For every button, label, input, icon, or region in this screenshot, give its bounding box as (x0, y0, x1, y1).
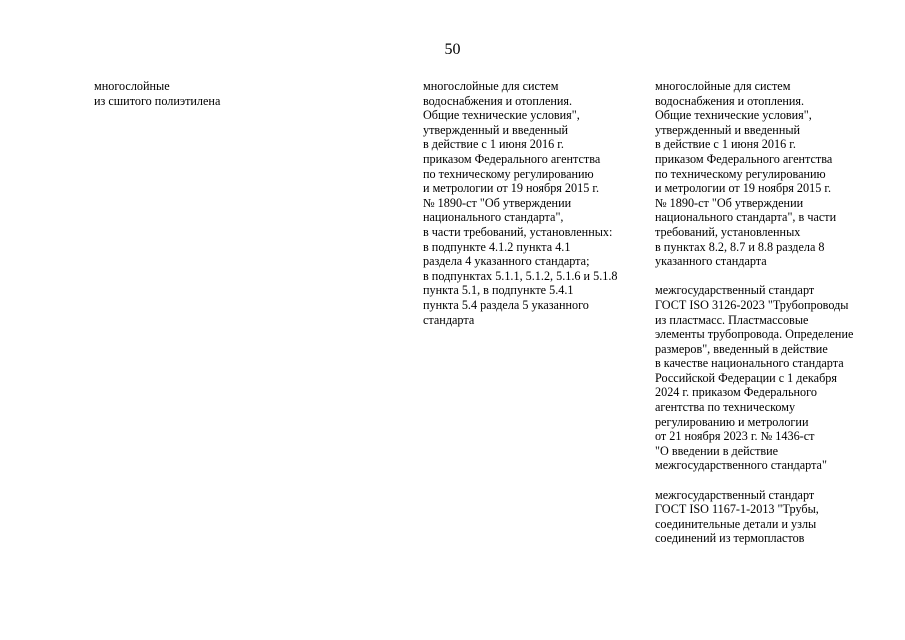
text-line: национального стандарта", (423, 210, 564, 225)
text-line: многослойные для систем (655, 79, 791, 93)
text-line: межгосударственного стандарта" (655, 458, 827, 473)
text-line: указанного стандарта (655, 254, 767, 269)
text-line: национального стандарта", в части (655, 210, 837, 225)
text-line: многослойные (94, 79, 170, 93)
paragraph-gap (655, 269, 880, 284)
paragraph (655, 79, 880, 269)
text-line: регулированию и метрологии (655, 414, 809, 429)
text-line: агентства по техническому (655, 400, 796, 415)
text-line: утвержденный и введенный (423, 122, 569, 137)
text-line: раздела 4 указанного стандарта; (423, 254, 590, 269)
text-line: в подпунктах 5.1.1, 5.1.2, 5.1.6 и 5.1.8 (423, 268, 618, 283)
paragraph (423, 79, 648, 327)
text-line: ГОСТ ISO 1167-1-2013 "Трубы, (655, 502, 819, 517)
text-line: пункта 5.1, в подпункте 5.4.1 (423, 283, 574, 298)
text-line: 2024 г. приказом Федерального (655, 385, 817, 400)
text-line: Общие технические условия", (423, 108, 580, 123)
page-number: 50 (444, 41, 461, 58)
text-line: соединительные детали и узлы (655, 516, 817, 531)
column-product-name (94, 79, 264, 108)
text-line: приказом Федерального агентства (655, 151, 833, 166)
text-line: в действие с 1 июня 2016 г. (423, 137, 564, 152)
text-line: из сшитого полиэтилена (94, 93, 221, 108)
text-line: многослойные для систем (423, 79, 559, 93)
text-line: в действие с 1 июня 2016 г. (655, 137, 796, 152)
column-standard-reference (423, 79, 648, 327)
text-line: в пунктах 8.2, 8.7 и 8.8 раздела 8 (655, 239, 825, 254)
column-standard-reference-extended (655, 79, 880, 546)
text-line: "О введении в действие (655, 443, 779, 458)
text-line: из пластмасс. Пластмассовые (655, 312, 809, 327)
text-line: приказом Федерального агентства (423, 151, 601, 166)
text-line: по техническому регулированию (423, 166, 594, 181)
text-line: требований, установленных (655, 224, 801, 239)
paragraph (655, 488, 880, 546)
text-line: № 1890-ст "Об утверждении (423, 195, 572, 210)
text-line: размеров", введенный в действие (655, 341, 828, 356)
text-line: стандарта (423, 312, 475, 327)
text-line: Общие технические условия", (655, 108, 812, 123)
text-line: и метрологии от 19 ноября 2015 г. (423, 181, 600, 196)
paragraph-gap (655, 473, 880, 488)
text-line: Российской Федерации с 1 декабря (655, 370, 837, 385)
text-line: пункта 5.4 раздела 5 указанного (423, 297, 589, 312)
text-line: № 1890-ст "Об утверждении (655, 195, 804, 210)
text-line: в части требований, установленных: (423, 224, 613, 239)
text-line: межгосударственный стандарт (655, 283, 815, 298)
text-line: соединений из термопластов (655, 531, 805, 546)
paragraph (94, 79, 264, 108)
text-line: утвержденный и введенный (655, 122, 801, 137)
text-line: по техническому регулированию (655, 166, 826, 181)
text-line: в подпункте 4.1.2 пункта 4.1 (423, 239, 571, 254)
text-line: водоснабжения и отопления. (423, 93, 573, 108)
text-line: межгосударственный стандарт (655, 487, 815, 502)
text-line: ГОСТ ISO 3126-2023 "Трубопроводы (655, 297, 849, 312)
text-line: водоснабжения и отопления. (655, 93, 805, 108)
text-line: от 21 ноября 2023 г. № 1436-ст (655, 429, 815, 444)
text-line: в качестве национального стандарта (655, 356, 844, 371)
text-line: элементы трубопровода. Определение (655, 327, 854, 342)
paragraph (655, 283, 880, 473)
text-line: и метрологии от 19 ноября 2015 г. (655, 181, 832, 196)
